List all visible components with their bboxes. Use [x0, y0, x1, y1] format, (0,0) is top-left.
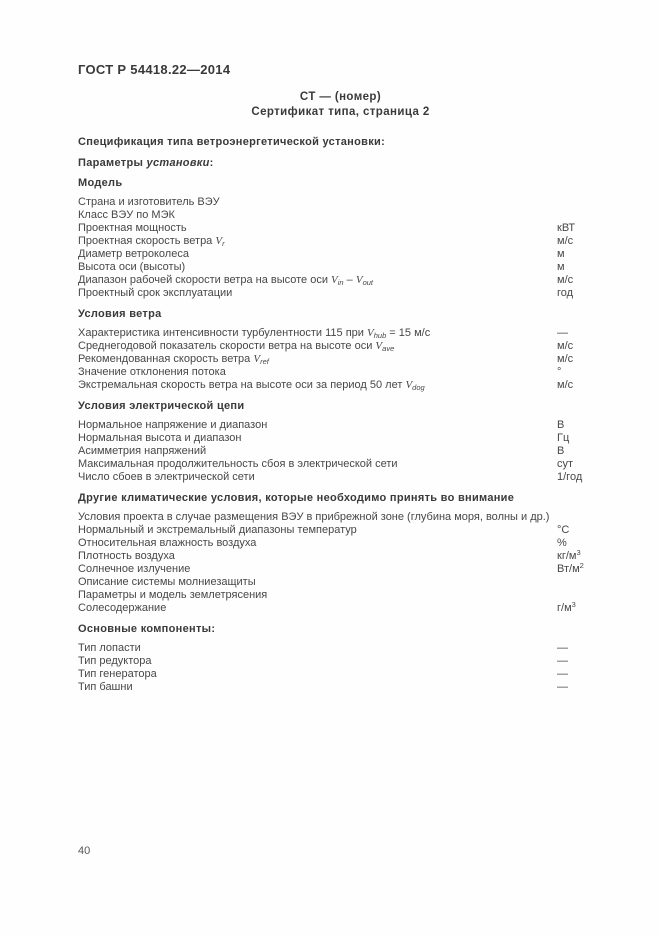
row-label: Солесодержание: [78, 602, 167, 614]
row-unit: 1/год: [557, 471, 583, 483]
params-italic: установки: [146, 157, 210, 169]
params-line: [78, 157, 603, 169]
math-variable: V: [215, 235, 223, 247]
row-label: Среднегодовой показатель скорости ветра на высоте оси $V_{ave}$: [78, 340, 395, 353]
spec-title: Спецификация типа ветроэнергетической установки:: [78, 136, 386, 148]
row-label: Тип башни: [78, 681, 133, 693]
row-label: Число сбоев в электрической сети: [78, 471, 255, 483]
row-label: Характеристика интенсивности турбулентности 115 при $V_{hub} = 15$ м/с: [78, 327, 431, 340]
spec-row: [78, 511, 603, 524]
row-label: Нормальный и экстремальный диапазоны температур: [78, 524, 357, 536]
math-subscript: hub: [373, 331, 387, 340]
spec-row: [78, 353, 603, 366]
row-label: Диаметр ветроколеса: [78, 248, 189, 260]
row-unit: м/с: [557, 379, 574, 391]
section-rows: [78, 327, 603, 392]
math-subscript: r: [222, 239, 225, 248]
spec-section: [78, 492, 603, 615]
math-variable: V: [253, 353, 261, 365]
row-label: Плотность воздуха: [78, 550, 175, 562]
spec-row: [78, 222, 603, 235]
section-rows: [78, 419, 603, 484]
cert-line-number: СТ — (номер): [299, 91, 382, 103]
cert-header: [78, 90, 603, 120]
spec-section: [78, 177, 603, 300]
math-variable: V: [367, 327, 374, 339]
spec-row: [78, 445, 603, 458]
spec-row: [78, 287, 603, 300]
math-subscript: ave: [382, 344, 395, 353]
row-unit: —: [557, 655, 568, 667]
row-unit: [557, 589, 603, 602]
spec-row: [78, 668, 603, 681]
row-unit: сут: [557, 458, 574, 470]
row-unit: [557, 196, 603, 209]
spec-row: [78, 563, 603, 576]
spec-section: [78, 400, 603, 484]
row-unit: —: [557, 681, 568, 693]
spec-row: [78, 340, 603, 353]
row-label: Экстремальная скорость ветра на высоте оси за период 50 лет $V_{dog}$: [78, 379, 425, 392]
math-variable: V: [355, 274, 363, 286]
spec-row: [78, 379, 603, 392]
row-label: Страна и изготовитель ВЭУ: [78, 196, 220, 208]
spec-row: [78, 366, 603, 379]
row-unit: м/с: [557, 353, 574, 365]
spec-row: [78, 602, 603, 615]
row-unit: $г/м^3$: [557, 600, 576, 614]
spec-row: [78, 576, 603, 589]
spec-row: [78, 274, 603, 287]
spec-row: [78, 327, 603, 340]
math-subscript: dog: [412, 383, 425, 392]
row-unit: м/с: [557, 274, 574, 286]
section-title: Условия электрической цепи: [78, 400, 245, 412]
spec-section: [78, 308, 603, 392]
row-unit: —: [557, 642, 568, 654]
section-title: Модель: [78, 177, 123, 189]
params-prefix: Параметры: [78, 157, 147, 169]
row-label: Условия проекта в случае размещения ВЭУ в прибрежной зоне (глубина моря, волны и др.): [78, 511, 550, 523]
spec-row: [78, 261, 603, 274]
row-label: Диапазон рабочей скорости ветра на высоте оси $V_{in} - V_{out}$: [78, 274, 374, 287]
row-unit: м: [557, 248, 565, 260]
row-label: Максимальная продолжительность сбоя в электрической сети: [78, 458, 398, 470]
row-label: Описание системы молниезащиты: [78, 576, 256, 588]
spec-row: [78, 550, 603, 563]
row-unit: %: [557, 537, 567, 549]
spec-row: [78, 589, 603, 602]
unit-superscript: 2: [579, 561, 584, 570]
row-label: Проектный срок эксплуатации: [78, 287, 233, 299]
row-unit: $Вт/м^2$: [557, 561, 584, 575]
spec-row: [78, 419, 603, 432]
spec-row: [78, 209, 603, 222]
doc-number: ГОСТ Р 54418.22—2014: [78, 62, 231, 77]
row-unit: В: [557, 445, 565, 457]
math-subscript: in: [337, 278, 344, 287]
row-unit: В: [557, 419, 565, 431]
row-unit: м: [557, 261, 565, 273]
row-unit: —: [557, 327, 568, 339]
spec-row: [78, 248, 603, 261]
section-title: Основные компоненты:: [78, 623, 216, 635]
spec-row: [78, 458, 603, 471]
params-suffix: :: [209, 157, 214, 169]
spec-row: [78, 196, 603, 209]
section-title: Другие климатические условия, которые необходимо принять во внимание: [78, 492, 515, 504]
row-label: Нормальная высота и диапазон: [78, 432, 242, 444]
row-unit: кВТ: [557, 222, 576, 234]
row-label: Нормальное напряжение и диапазон: [78, 419, 268, 431]
spec-row: [78, 471, 603, 484]
spec-section: [78, 623, 603, 694]
row-unit: м/с: [557, 340, 574, 352]
row-label: Тип лопасти: [78, 642, 141, 654]
math-subscript: out: [362, 278, 374, 287]
section-rows: [78, 642, 603, 694]
cert-line-page: Сертификат типа, страница 2: [251, 106, 430, 118]
page-number: 40: [78, 845, 91, 857]
row-unit: год: [557, 287, 574, 299]
row-unit: [557, 209, 603, 222]
section-rows: [78, 196, 603, 300]
row-unit: м/с: [557, 235, 574, 247]
row-label: Тип редуктора: [78, 655, 152, 667]
section-title: Условия ветра: [78, 308, 162, 320]
row-label: Значение отклонения потока: [78, 366, 226, 378]
row-unit: °: [557, 366, 562, 378]
section-rows: [78, 511, 603, 615]
row-label: Относительная влажность воздуха: [78, 537, 257, 549]
spec-row: [78, 655, 603, 668]
row-unit: $кг/м^3$: [557, 548, 581, 562]
row-label: Проектная скорость ветра $V_r$: [78, 235, 225, 248]
row-unit: —: [557, 668, 568, 680]
spec-row: [78, 235, 603, 248]
math-subscript: ref: [260, 357, 269, 366]
math-variable: V: [331, 274, 338, 286]
math-variable: V: [375, 340, 383, 352]
row-label: Тип генератора: [78, 668, 157, 680]
row-unit: [557, 576, 603, 589]
spec-row: [78, 681, 603, 694]
spec-row: [78, 537, 603, 550]
math-variable: V: [405, 379, 413, 391]
row-label: Класс ВЭУ по МЭК: [78, 209, 175, 221]
spec-row: [78, 524, 603, 537]
row-label: Высота оси (высоты): [78, 261, 186, 273]
row-unit: °С: [557, 524, 570, 536]
spec-row: [78, 432, 603, 445]
row-unit: [557, 511, 603, 524]
row-label: Асимметрия напряжений: [78, 445, 207, 457]
row-label: Рекомендованная скорость ветра $V_{ref}$: [78, 353, 269, 366]
row-label: Солнечное излучение: [78, 563, 191, 575]
unit-superscript: 3: [571, 600, 576, 609]
unit-superscript: 3: [576, 548, 581, 557]
row-label: Проектная мощность: [78, 222, 187, 234]
row-label: Параметры и модель землетрясения: [78, 589, 268, 601]
spec-sections: [78, 177, 603, 694]
row-unit: Гц: [557, 432, 570, 444]
spec-row: [78, 642, 603, 655]
